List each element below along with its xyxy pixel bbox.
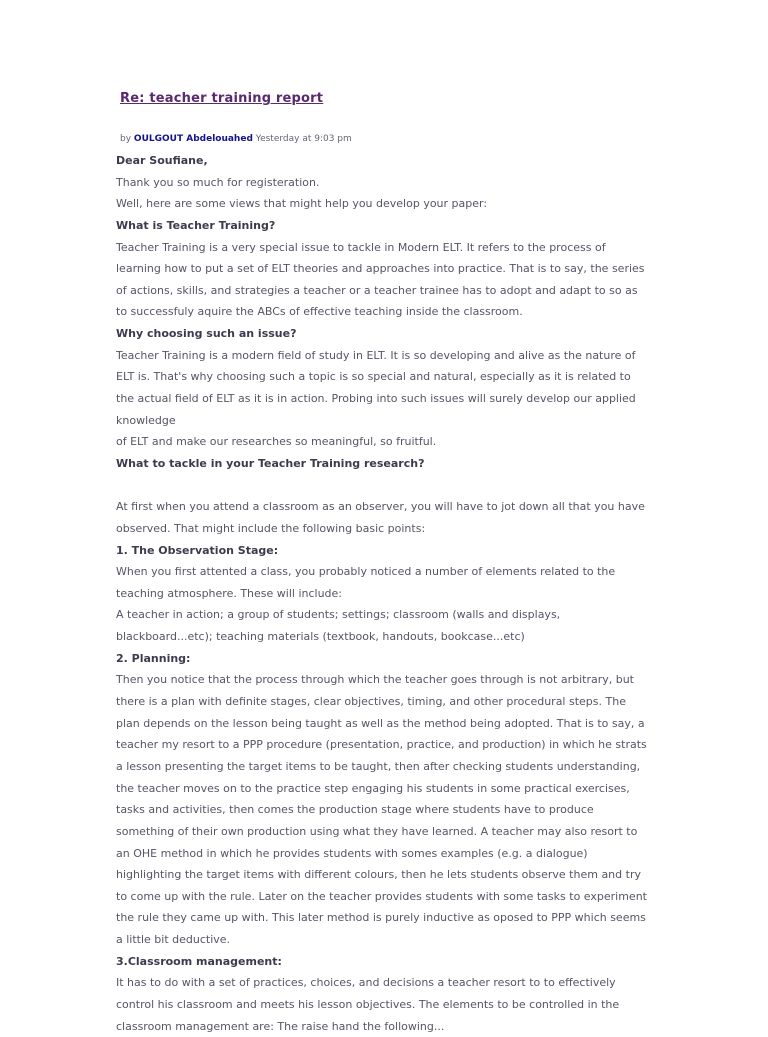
body-line: Teacher Training is a very special issue to tackle in Modern ELT. It refers to the process of — [116, 240, 606, 254]
body-line: blackboard...etc); teaching materials (textbook, handouts, bookcase...etc) — [116, 630, 525, 644]
section-heading: What is Teacher Training? — [116, 218, 276, 232]
body-line: the actual field of ELT as it is in action. Probing into such issues will surely develop our applied — [116, 392, 636, 406]
body-line: of ELT and make our researches so meaningful, so fruitful. — [116, 435, 437, 449]
by-label: by — [120, 134, 132, 144]
body-line: to successfuly aquire the ABCs of effective teaching inside the classroom. — [116, 305, 523, 319]
body-line: of actions, skills, and strategies a teacher or a teacher trainee has to adopt and adapt to so as — [116, 283, 638, 297]
body-line: Well, here are some views that might help you develop your paper: — [116, 197, 488, 211]
section-heading: What to tackle in your Teacher Training research? — [116, 456, 425, 470]
body-line: something of their own production using what they have learned. A teacher may also resort to — [116, 824, 638, 838]
body-line: tasks and activities, then comes the production stage where students have to produce — [116, 803, 594, 817]
post-byline — [120, 134, 352, 144]
body-line: knowledge — [116, 413, 176, 427]
section-heading: Dear Soufiane, — [116, 154, 208, 167]
body-line: highlighting the target items with different colours, then he lets students observe them and try — [116, 868, 641, 882]
post-timestamp: Yesterday at 9:03 pm — [255, 134, 352, 144]
body-line: the rule they came up with. This later method is purely inductive as oposed to PPP which seems — [116, 911, 646, 925]
section-heading: 2. Planning: — [116, 651, 191, 665]
section-heading: 1. The Observation Stage: — [116, 543, 279, 557]
body-line: observed. That might include the following basic points: — [116, 521, 426, 535]
author-name-link[interactable]: OULGOUT Abdelouahed — [133, 134, 253, 144]
body-line: learning how to put a set of ELT theories and approaches into practice. That is to say, the series — [116, 262, 645, 276]
body-line: to come up with the rule. Later on the teacher provides students with some tasks to experiment — [116, 889, 647, 903]
body-line: ELT is. That's why choosing such a topic is so special and natural, especially as it is related to — [116, 370, 631, 384]
body-line: plan depends on the lesson being taught as well as the method being adopted. That is to say, a — [116, 716, 645, 730]
post-title-link[interactable]: Re: teacher training report — [120, 91, 324, 106]
body-line: control his classroom and meets his lesson objectives. The elements to be controlled in the — [116, 997, 620, 1011]
body-line — [116, 475, 661, 497]
body-line: classroom management are: The raise hand the following... — [116, 1019, 445, 1033]
body-line: teacher my resort to a PPP procedure (presentation, practice, and production) in which he strats — [116, 738, 647, 752]
body-line: teaching atmosphere. These will include: — [116, 586, 343, 600]
body-line: Teacher Training is a modern field of study in ELT. It is so developing and alive as the nature of — [116, 348, 636, 362]
body-line: the teacher moves on to the practice step engaging his students in some practical exercises, — [116, 781, 630, 795]
section-heading: Why choosing such an issue? — [116, 327, 297, 341]
section-heading: 3.Classroom management: — [116, 954, 282, 968]
body-line: It has to do with a set of practices, choices, and decisions a teacher resort to to effectively — [116, 976, 616, 990]
body-line: Then you notice that the process through which the teacher goes through is not arbitrary, but — [116, 673, 634, 687]
body-line: When you first attented a class, you probably noticed a number of elements related to the — [116, 565, 616, 579]
body-line: there is a plan with definite stages, clear objectives, timing, and other procedural steps. The — [116, 695, 626, 709]
body-line: A teacher in action; a group of students; settings; classroom (walls and displays, — [116, 608, 561, 622]
body-line: At first when you attend a classroom as an observer, you will have to jot down all that you have — [116, 500, 645, 514]
body-line: a lesson presenting the target items to be taught, then after checking students understanding, — [116, 759, 641, 773]
body-line: a little bit deductive. — [116, 933, 231, 947]
body-line: an OHE method in which he provides students with somes examples (e.g. a dialogue) — [116, 846, 588, 860]
body-line: Thank you so much for registeration. — [116, 175, 320, 189]
post-body — [116, 150, 661, 1037]
